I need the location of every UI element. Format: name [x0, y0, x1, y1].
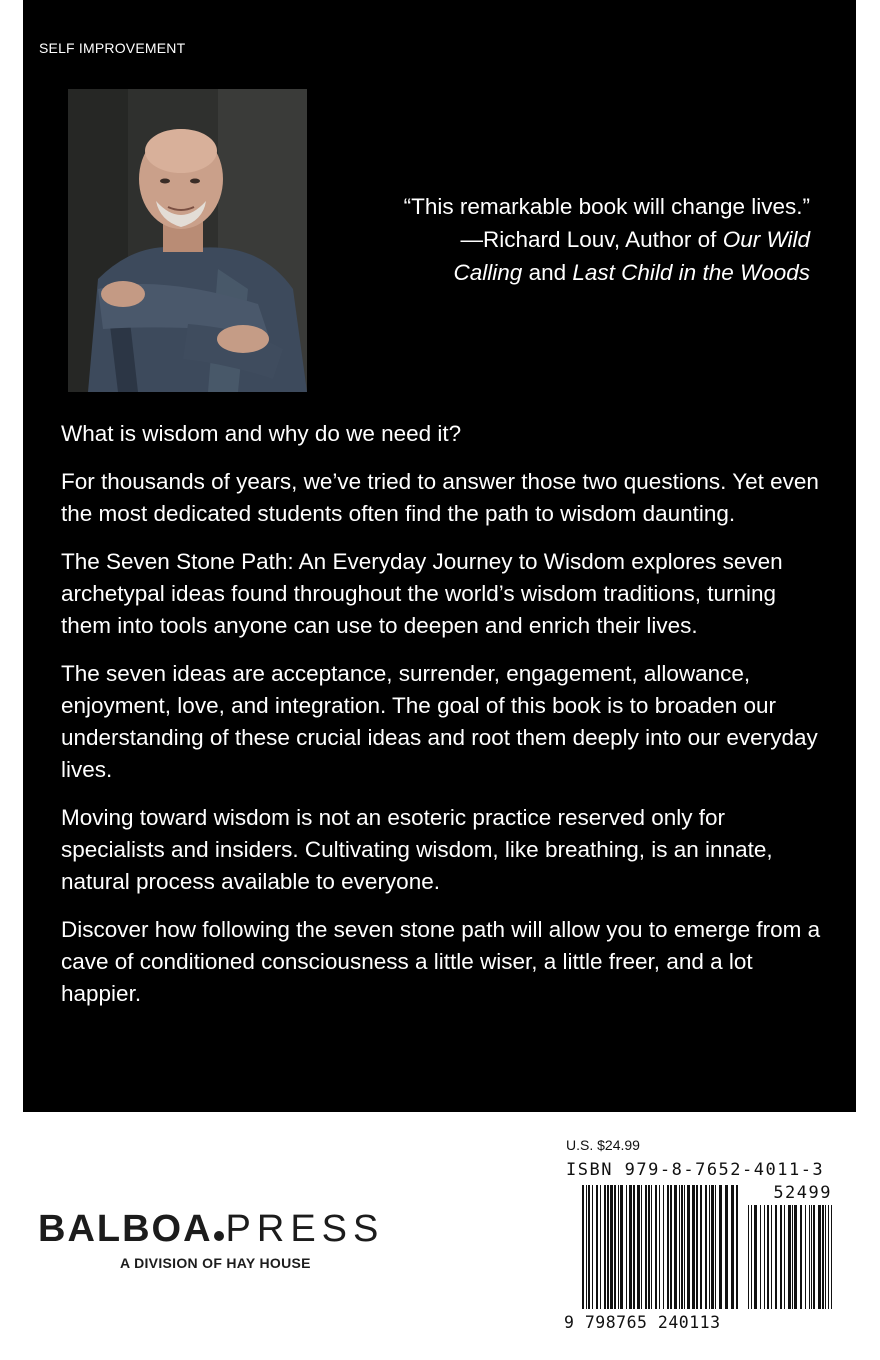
description-paragraph: For thousands of years, we’ve tried to answer those two questions. Yet even the most dedicated students often find the path to wisdom daunting.	[61, 469, 819, 526]
barcode-bar	[629, 1185, 632, 1309]
barcode-bar	[641, 1185, 642, 1309]
barcode-bar	[715, 1185, 716, 1309]
barcode	[560, 1183, 836, 1333]
barcode-addon-bar	[805, 1205, 806, 1309]
barcode-addon-bar	[825, 1205, 826, 1309]
barcode-bar	[610, 1185, 613, 1309]
barcode-bar	[696, 1185, 698, 1309]
quote-attribution: —Richard Louv, Author of	[460, 227, 723, 252]
barcode-bar	[604, 1185, 606, 1309]
barcode-bar	[651, 1185, 652, 1309]
barcode-bar	[596, 1185, 598, 1309]
description-paragraph: Discover how following the seven stone path will allow you to emerge from a cave of conditioned consciousness a little wiser, a little freer, and a lot happier.	[61, 917, 821, 1006]
barcode-bar	[633, 1185, 635, 1309]
publisher-name	[38, 1208, 384, 1251]
isbn-label: ISBN 979-8-7652-4011-3	[566, 1160, 825, 1180]
barcode-addon-bar	[784, 1205, 785, 1309]
quote-connector: and	[522, 260, 573, 285]
quote-text: “This remarkable book will change lives.”	[403, 194, 810, 219]
registered-dot-icon	[214, 1231, 224, 1241]
barcode-bar	[620, 1185, 623, 1309]
barcode-bar	[667, 1185, 669, 1309]
endorsement-quote	[310, 190, 810, 289]
author-photo	[68, 89, 307, 392]
publisher-subtitle: A DIVISION OF HAY HOUSE	[120, 1255, 311, 1271]
barcode-bar	[670, 1185, 672, 1309]
barcode-bar	[711, 1185, 714, 1309]
barcode-bar	[700, 1185, 702, 1309]
barcode-bar	[614, 1185, 616, 1309]
barcode-bar	[659, 1185, 660, 1309]
barcode-addon-bar	[764, 1205, 765, 1309]
barcode-bar	[684, 1185, 685, 1309]
barcode-bar	[674, 1185, 677, 1309]
barcode-addon-bar	[788, 1205, 791, 1309]
description-paragraph: The seven ideas are acceptance, surrender, engagement, allowance, enjoyment, love, and integration. The goal of this book is to broaden our understanding of these crucial ideas and root them deeply into our everyday lives.	[61, 661, 818, 782]
quote-title1-part1: Our Wild	[722, 227, 810, 252]
barcode-bar	[725, 1185, 728, 1309]
publisher-logo	[38, 1208, 384, 1271]
barcode-bar	[705, 1185, 707, 1309]
barcode-addon-text: 52499	[773, 1183, 832, 1203]
barcode-bar	[607, 1185, 609, 1309]
author-portrait-icon	[68, 89, 307, 392]
barcode-bar	[709, 1185, 710, 1309]
barcode-bar	[736, 1185, 738, 1309]
barcode-bar	[692, 1185, 695, 1309]
quote-attribution-line1	[310, 223, 810, 256]
book-description	[61, 418, 823, 1026]
barcode-bar	[731, 1185, 734, 1309]
barcode-addon-bar	[828, 1205, 829, 1309]
barcode-addon-bar	[818, 1205, 821, 1309]
barcode-bar	[618, 1185, 619, 1309]
barcode-bar	[592, 1185, 593, 1309]
barcode-bar	[655, 1185, 657, 1309]
description-paragraph: Moving toward wisdom is not an esoteric practice reserved only for specialists and insiders. Cultivating wisdom, like breathing, is an innate, natural process available to everyone.	[61, 805, 773, 894]
barcode-addon-bar	[767, 1205, 769, 1309]
publisher-name-bold: BALBOA	[38, 1208, 213, 1250]
barcode-addon-bar	[751, 1205, 752, 1309]
barcode-addon-bar	[831, 1205, 832, 1309]
barcode-bar	[600, 1185, 601, 1309]
barcode-bar	[582, 1185, 584, 1309]
barcode-addon-bar	[748, 1205, 749, 1309]
price-label: U.S. $24.99	[566, 1137, 640, 1153]
barcode-bar	[679, 1185, 680, 1309]
barcode-addon-bar	[813, 1205, 815, 1309]
barcode-addon-bar	[822, 1205, 824, 1309]
barcode-addon-bar	[800, 1205, 802, 1309]
category-label: SELF IMPROVEMENT	[39, 40, 186, 56]
barcode-addon-bar	[775, 1205, 777, 1309]
barcode-bar	[648, 1185, 650, 1309]
barcode-addon-bar	[811, 1205, 812, 1309]
barcode-addon-bar	[780, 1205, 782, 1309]
barcode-bar	[637, 1185, 640, 1309]
barcode-bar	[687, 1185, 690, 1309]
back-cover	[23, 0, 856, 1112]
barcode-addon-bar	[792, 1205, 793, 1309]
barcode-bar	[719, 1185, 722, 1309]
barcode-bar	[663, 1185, 664, 1309]
barcode-addon-bar	[760, 1205, 761, 1309]
barcode-addon-bar	[809, 1205, 810, 1309]
barcode-bar	[681, 1185, 683, 1309]
barcode-addon-bar	[771, 1205, 772, 1309]
barcode-bar	[645, 1185, 647, 1309]
barcode-bar	[586, 1185, 587, 1309]
quote-title1-part2: Calling	[453, 260, 523, 285]
barcode-ean-text: 9 798765 240113	[564, 1313, 721, 1332]
barcode-addon-bar	[754, 1205, 757, 1309]
barcode-addon-bar	[794, 1205, 797, 1309]
description-paragraph: What is wisdom and why do we need it?	[61, 421, 462, 446]
barcode-bar	[626, 1185, 627, 1309]
description-paragraph: The Seven Stone Path: An Everyday Journey to Wisdom explores seven archetypal ideas found throughout the world’s wisdom traditions, turning them into tools anyone can use to deepen and enrich their lives.	[61, 549, 783, 638]
quote-title2: Last Child in the Woods	[572, 260, 810, 285]
barcode-bar	[588, 1185, 590, 1309]
publisher-name-light: PRESS	[225, 1208, 385, 1250]
quote-attribution-line2	[310, 256, 810, 289]
